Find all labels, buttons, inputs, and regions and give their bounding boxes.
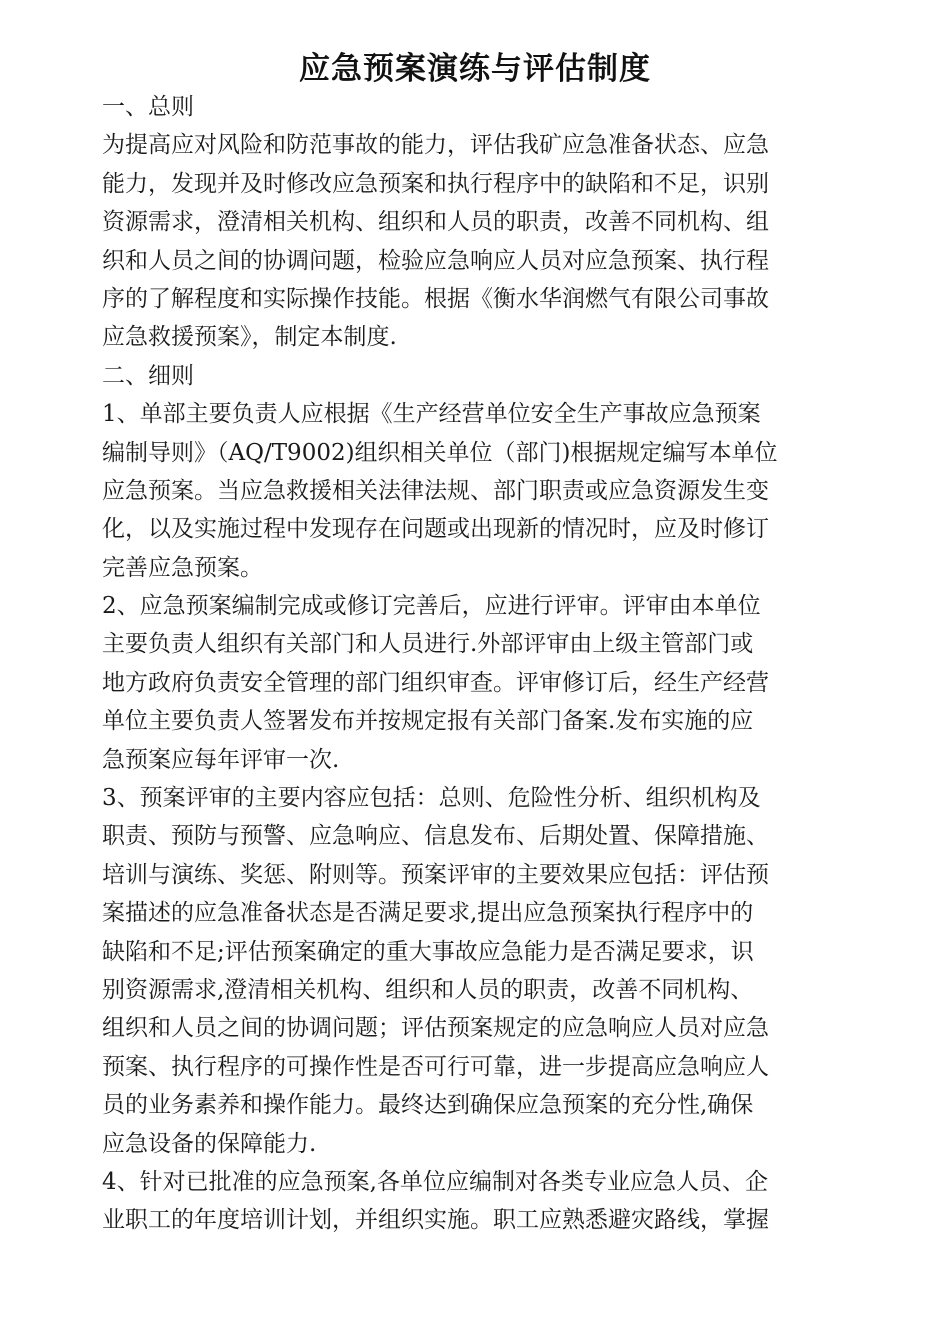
- rule-item-2: [102, 587, 848, 779]
- rule-item-3: [102, 779, 848, 1163]
- paragraph-line: 应急设备的保障能力.: [102, 1130, 317, 1157]
- paragraph-line: 2、应急预案编制完成或修订完善后，应进行评审。评审由本单位: [102, 593, 761, 620]
- paragraph-line: 化，以及实施过程中发现存在问题或出现新的情况时，应及时修订: [102, 516, 769, 543]
- paragraph-line: 单位主要负责人签署发布并按规定报有关部门备案.发布实施的应: [102, 708, 754, 735]
- paragraph-line: 急预案应每年评审一次.: [102, 746, 340, 773]
- paragraph-general: [102, 126, 848, 356]
- paragraph-line: 缺陷和不足;评估预案确定的重大事故应急能力是否满足要求，识: [102, 938, 754, 965]
- paragraph-line: 1、单部主要负责人应根据《生产经营单位安全生产事故应急预案: [102, 401, 761, 428]
- paragraph-line: 别资源需求,澄清相关机构、组织和人员的职责，改善不同机构、: [102, 976, 754, 1003]
- paragraph-line: 业职工的年度培训计划，并组织实施。职工应熟悉避灾路线，掌握: [102, 1207, 769, 1234]
- paragraph-line: 案描述的应急准备状态是否满足要求,提出应急预案执行程序中的: [102, 900, 754, 927]
- paragraph-line: 员的业务素养和操作能力。最终达到确保应急预案的充分性,确保: [102, 1092, 754, 1119]
- paragraph-line: 为提高应对风险和防范事故的能力，评估我矿应急准备状态、应急: [102, 132, 769, 159]
- paragraph-line: 4、针对已批准的应急预案,各单位应编制对各类专业应急人员、企: [102, 1168, 768, 1195]
- rule-item-4: [102, 1163, 848, 1240]
- paragraph-line: 地方政府负责安全管理的部门组织审查。评审修订后，经生产经营: [102, 669, 769, 696]
- paragraph-line: 培训与演练、奖惩、附则等。预案评审的主要效果应包括：评估预: [102, 861, 769, 888]
- paragraph-line: 主要负责人组织有关部门和人员进行.外部评审由上级主管部门或: [102, 631, 754, 658]
- section-heading-rules: 二、细则: [102, 362, 194, 389]
- paragraph-line: 预案、执行程序的可操作性是否可行可靠，进一步提高应急响应人: [102, 1053, 769, 1080]
- paragraph-line: 应急预案。当应急救援相关法律法规、部门职责或应急资源发生变: [102, 477, 769, 504]
- paragraph-line: 能力，发现并及时修改应急预案和执行程序中的缺陷和不足，识别: [102, 170, 769, 197]
- paragraph-line: 完善应急预案。: [102, 554, 263, 581]
- section-heading-general: 一、总则: [102, 94, 194, 120]
- paragraph-line: 组织和人员之间的协调问题；评估预案规定的应急响应人员对应急: [102, 1015, 769, 1042]
- document-title: 应急预案演练与评估制度: [299, 51, 651, 87]
- paragraph-line: 职责、预防与预警、应急响应、信息发布、后期处置、保障措施、: [102, 823, 769, 850]
- rule-item-1: [102, 395, 848, 587]
- document-body: [102, 88, 848, 1240]
- paragraph-line: 序的了解程度和实际操作技能。根据《衡水华润燃气有限公司事故: [102, 285, 769, 312]
- paragraph-line: 资源需求，澄清相关机构、组织和人员的职责，改善不同机构、组: [102, 209, 769, 236]
- paragraph-line: 应急救援预案》，制定本制度.: [102, 324, 397, 351]
- paragraph-line: 织和人员之间的协调问题，检验应急响应人员对应急预案、执行程: [102, 247, 769, 274]
- paragraph-line: 编制导则》（AQ/T9002)组织相关单位（部门)根据规定编写本单位: [102, 439, 778, 466]
- paragraph-line: 3、预案评审的主要内容应包括：总则、危险性分析、组织机构及: [102, 785, 761, 812]
